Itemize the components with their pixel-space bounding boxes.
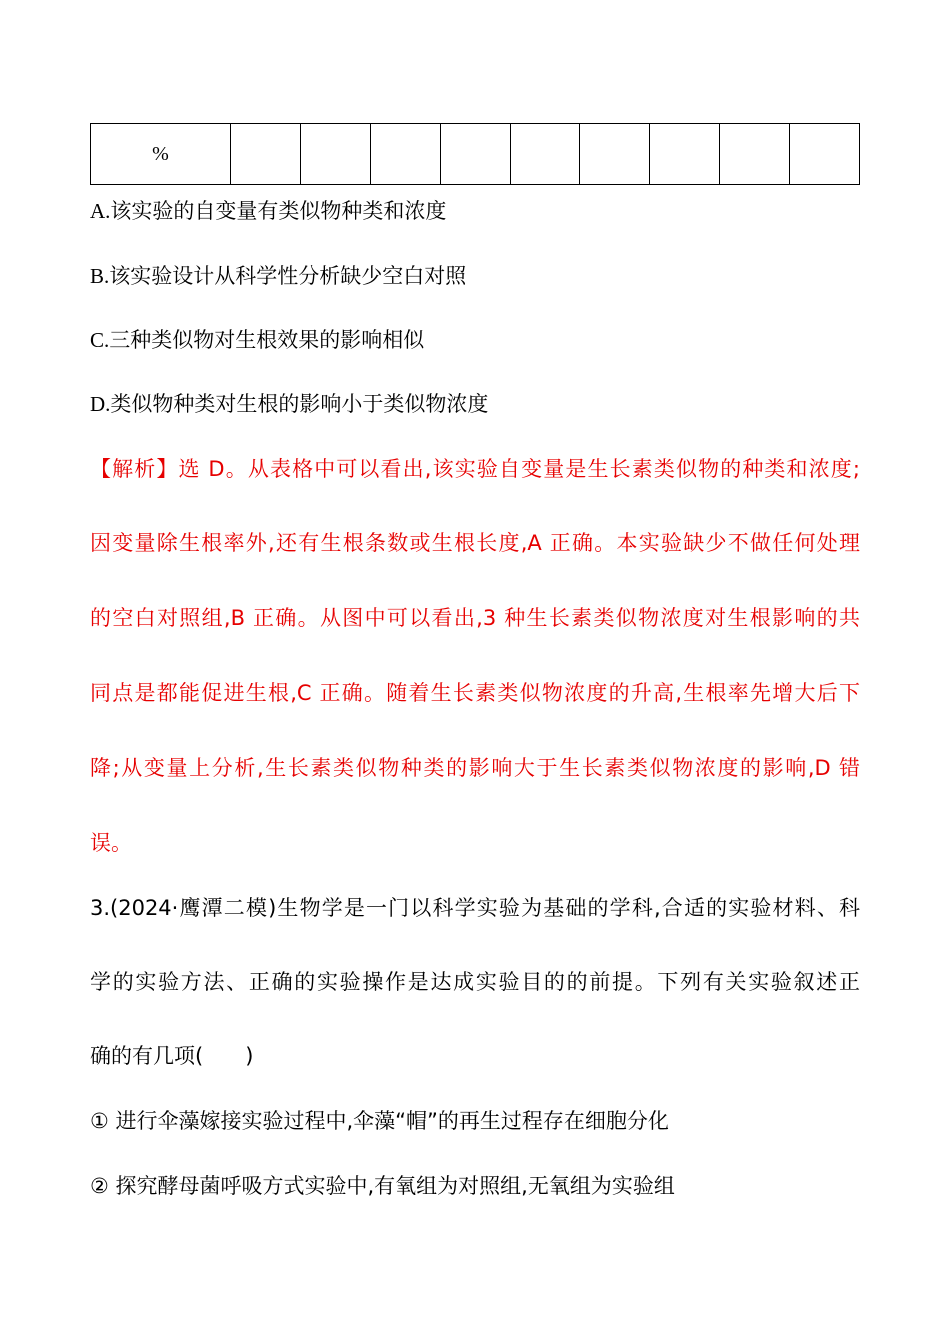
option-d-text: 类似物种类对生根的影响小于类似物浓度 xyxy=(110,392,489,416)
analysis-line-4: 同点是都能促进生根,C 正确。随着生长素类似物浓度的升高,生根率先增大后下 xyxy=(90,681,860,705)
question3-stem-line-1: 3.(2024·鹰潭二模)生物学是一门以科学实验为基础的学科,合适的实验材料、科 xyxy=(90,896,860,920)
option-b-text: 该实验设计从科学性分析缺少空白对照 xyxy=(109,264,467,288)
analysis-line-5: 降;从变量上分析,生长素类似物种类的影响大于生长素类似物浓度的影响,D 错 xyxy=(90,756,860,780)
option-c-text: 三种类似物对生根效果的影响相似 xyxy=(109,328,425,352)
option-b xyxy=(90,262,466,290)
table-cell xyxy=(370,124,440,185)
question3-item-2: ② 探究酵母菌呼吸方式实验中,有氧组为对照组,无氧组为实验组 xyxy=(90,1174,675,1198)
table-cell xyxy=(510,124,580,185)
option-c-letter: C. xyxy=(90,328,110,352)
analysis-line-3: 的空白对照组,B 正确。从图中可以看出,3 种生长素类似物浓度对生根影响的共 xyxy=(90,606,860,630)
table-unit-cell: % xyxy=(91,124,231,185)
option-a xyxy=(90,197,446,225)
table-cell xyxy=(650,124,720,185)
data-table-last-row xyxy=(90,123,860,185)
question3-item-1: ① 进行伞藻嫁接实验过程中,伞藻“帽”的再生过程存在细胞分化 xyxy=(90,1109,669,1133)
analysis-line-2: 因变量除生根率外,还有生根条数或生根长度,A 正确。本实验缺少不做任何处理 xyxy=(90,531,860,555)
option-a-text: 该实验的自变量有类似物种类和浓度 xyxy=(110,199,447,223)
option-a-letter: A. xyxy=(90,199,111,223)
question3-stem-line-3: 确的有几项( ) xyxy=(90,1044,254,1068)
option-d xyxy=(90,390,488,418)
table-cell xyxy=(580,124,650,185)
table-row xyxy=(91,124,860,185)
option-c xyxy=(90,326,424,354)
table-cell xyxy=(231,124,301,185)
table-cell xyxy=(790,124,860,185)
table-cell xyxy=(300,124,370,185)
question3-stem-line-2: 学的实验方法、正确的实验操作是达成实验目的的前提。下列有关实验叙述正 xyxy=(90,970,860,994)
table-cell xyxy=(720,124,790,185)
table-cell xyxy=(440,124,510,185)
analysis-line-6: 误。 xyxy=(90,831,132,855)
option-b-letter: B. xyxy=(90,264,110,288)
analysis-line-1: 【解析】选 D。从表格中可以看出,该实验自变量是生长素类似物的种类和浓度; xyxy=(90,457,860,481)
option-d-letter: D. xyxy=(90,392,111,416)
